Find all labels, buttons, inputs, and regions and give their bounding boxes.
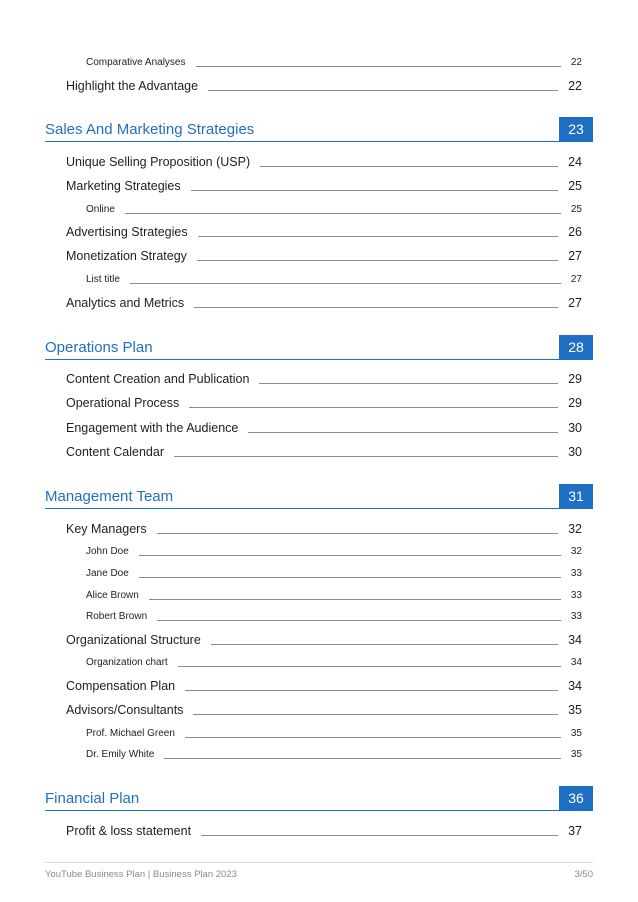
toc-entry-organization-chart[interactable] (86, 657, 582, 668)
toc-entry-advisors-consultants[interactable] (66, 703, 582, 717)
toc-entry-alice-brown[interactable] (86, 590, 582, 601)
toc-entry-label: Advertising Strategies (66, 225, 188, 239)
toc-entry-page: 33 (570, 611, 582, 622)
toc-entry-page: 30 (568, 445, 582, 459)
toc-entry-page: 32 (570, 546, 582, 557)
toc-leader-line (201, 835, 558, 836)
toc-section-operations-plan[interactable] (45, 335, 593, 360)
toc-section-management-team[interactable] (45, 484, 593, 509)
toc-section-page: 36 (559, 786, 593, 810)
toc-leader-line (139, 577, 561, 578)
toc-section-page: 31 (559, 484, 593, 508)
toc-entry-page: 29 (568, 372, 582, 386)
toc-entry-label: Comparative Analyses (86, 57, 186, 68)
toc-entry-page: 35 (570, 749, 582, 760)
toc-entry-page: 22 (570, 57, 582, 68)
toc-entry-label: Content Creation and Publication (66, 372, 250, 386)
toc-entry-page: 25 (570, 204, 582, 215)
toc-leader-line (125, 213, 561, 214)
toc-entry-page: 29 (568, 396, 582, 410)
toc-leader-line (157, 533, 558, 534)
toc-leader-line (185, 690, 558, 691)
toc-entry-page: 24 (568, 155, 582, 169)
toc-leader-line (259, 383, 558, 384)
toc-entry-prof-michael-green[interactable] (86, 728, 582, 739)
toc-entry-label: Marketing Strategies (66, 179, 181, 193)
toc-entry-page: 27 (568, 249, 582, 263)
toc-entry-comparative-analyses[interactable] (86, 57, 582, 68)
toc-entry-label: Operational Process (66, 396, 180, 410)
toc-leader-line (191, 190, 558, 191)
toc-entry-robert-brown[interactable] (86, 611, 582, 622)
toc-leader-line (211, 644, 558, 645)
toc-leader-line (193, 714, 558, 715)
toc-leader-line (189, 407, 558, 408)
toc-entry-jane-doe[interactable] (86, 568, 582, 579)
toc-entry-label: Prof. Michael Green (86, 728, 175, 739)
toc-entry-highlight-the-advantage[interactable] (66, 79, 582, 93)
toc-leader-line (208, 90, 558, 91)
toc-section-title: Operations Plan (45, 338, 153, 356)
toc-entry-monetization-strategy[interactable] (66, 249, 582, 263)
toc-entry-page: 33 (570, 590, 582, 601)
footer-page-number: 3/50 (574, 869, 593, 880)
toc-entry-dr-emily-white[interactable] (86, 749, 582, 760)
toc-entry-john-doe[interactable] (86, 546, 582, 557)
toc-entry-label: Organization chart (86, 657, 168, 668)
toc-entry-label: List title (86, 274, 120, 285)
toc-entry-list-title[interactable] (86, 274, 582, 285)
toc-section-page: 28 (559, 335, 593, 359)
toc-section-title: Financial Plan (45, 789, 140, 807)
toc-entry-page: 27 (570, 274, 582, 285)
toc-leader-line (197, 260, 558, 261)
toc-entry-page: 26 (568, 225, 582, 239)
toc-entry-content-calendar[interactable] (66, 445, 582, 459)
footer-document-title: YouTube Business Plan | Business Plan 2023 (45, 869, 237, 880)
toc-entry-page: 30 (568, 421, 582, 435)
toc-entry-label: Highlight the Advantage (66, 79, 199, 93)
toc-entry-label: Dr. Emily White (86, 749, 155, 760)
toc-entry-online[interactable] (86, 204, 582, 215)
toc-entry-page: 35 (570, 728, 582, 739)
toc-section-financial-plan[interactable] (45, 786, 593, 811)
toc-entry-label: Online (86, 204, 115, 215)
toc-entry-engagement[interactable] (66, 421, 582, 435)
toc-entry-label: Analytics and Metrics (66, 296, 185, 310)
toc-entry-page: 34 (570, 657, 582, 668)
page-footer (45, 862, 593, 880)
toc-leader-line (178, 666, 561, 667)
toc-leader-line (164, 758, 561, 759)
toc-entry-page: 32 (568, 522, 582, 536)
toc-entry-page: 33 (570, 568, 582, 579)
toc-entry-label: Engagement with the Audience (66, 421, 239, 435)
toc-leader-line (139, 555, 561, 556)
toc-entry-label: Alice Brown (86, 590, 139, 601)
toc-section-sales-and-marketing[interactable] (45, 117, 593, 142)
toc-entry-usp[interactable] (66, 155, 582, 169)
toc-entry-operational-process[interactable] (66, 396, 582, 410)
toc-leader-line (260, 166, 558, 167)
toc-leader-line (248, 432, 558, 433)
toc-entry-page: 34 (568, 679, 582, 693)
toc-entry-label: Monetization Strategy (66, 249, 187, 263)
toc-entry-label: Robert Brown (86, 611, 148, 622)
toc-section-title: Sales And Marketing Strategies (45, 120, 255, 138)
toc-section-title: Management Team (45, 487, 174, 505)
toc-entry-label: John Doe (86, 546, 129, 557)
toc-entry-label: Unique Selling Proposition (USP) (66, 155, 251, 169)
toc-entry-label: Key Managers (66, 522, 147, 536)
toc-leader-line (196, 66, 561, 67)
toc-entry-page: 35 (568, 703, 582, 717)
toc-leader-line (149, 599, 561, 600)
toc-entry-page: 34 (568, 633, 582, 647)
toc-entry-analytics-and-metrics[interactable] (66, 296, 582, 310)
toc-entry-label: Content Calendar (66, 445, 164, 459)
toc-entry-key-managers[interactable] (66, 522, 582, 536)
toc-entry-label: Advisors/Consultants (66, 703, 184, 717)
toc-entry-label: Jane Doe (86, 568, 129, 579)
toc-entry-label: Organizational Structure (66, 633, 201, 647)
toc-entry-page: 37 (568, 824, 582, 838)
toc-leader-line (130, 283, 561, 284)
toc-entry-page: 22 (568, 79, 582, 93)
toc-entry-label: Compensation Plan (66, 679, 176, 693)
toc-entry-compensation-plan[interactable] (66, 679, 582, 693)
toc-entry-content-creation[interactable] (66, 372, 582, 386)
toc-entry-marketing-strategies[interactable] (66, 179, 582, 193)
toc-entry-page: 27 (568, 296, 582, 310)
toc-leader-line (194, 307, 558, 308)
toc-leader-line (174, 456, 558, 457)
toc-entry-label: Profit & loss statement (66, 824, 192, 838)
toc-entry-advertising-strategies[interactable] (66, 225, 582, 239)
toc-leader-line (185, 737, 561, 738)
toc-leader-line (157, 620, 561, 621)
toc-entry-profit-loss[interactable] (66, 824, 582, 838)
toc-entry-page: 25 (568, 179, 582, 193)
toc-leader-line (198, 236, 559, 237)
toc-entry-organizational-structure[interactable] (66, 633, 582, 647)
toc-section-page: 23 (559, 117, 593, 141)
